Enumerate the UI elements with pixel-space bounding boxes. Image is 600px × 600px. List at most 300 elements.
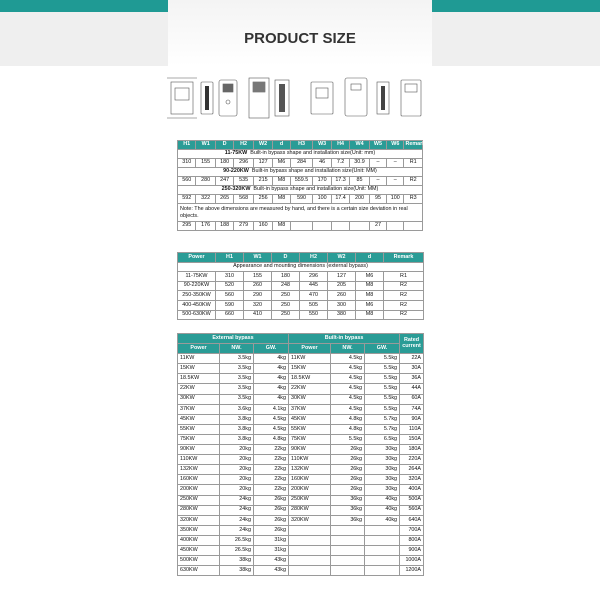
table-cell: 470 [300,291,328,301]
dimension-drawings [165,72,435,124]
table-cell: – [369,177,386,186]
header-cell: Remark [384,253,424,263]
table-cell: 220A [400,455,424,465]
table-cell: M8 [273,177,290,186]
table-cell: M6 [356,300,384,310]
table-cell: 75KW [178,434,220,444]
table-cell: 445 [300,281,328,291]
table-cell: 55KW [289,424,331,434]
table-cell: M8 [356,281,384,291]
table-cell: 800A [400,535,424,545]
table-cell: 4.5kg [331,394,365,404]
header-cell: NW. [220,344,254,354]
table-row [178,455,424,465]
table-row [178,525,424,535]
table-cell: 110A [400,424,424,434]
header-cell: GW. [365,344,400,354]
table-cell: 4.5kg [331,404,365,414]
table-cell: 3.6kg [220,404,254,414]
table-cell: 200KW [289,485,331,495]
table-row [178,485,424,495]
table-row [178,310,424,320]
table-cell: M8 [356,291,384,301]
table-cell: 250KW [289,495,331,505]
table-cell: 85 [350,177,370,186]
table-cell: 11KW [289,354,331,364]
table-cell: 30kg [365,455,400,465]
note-row [178,204,423,222]
table-cell: 90A [400,414,424,424]
header-cell: Power [178,253,216,263]
table-cell: 24kg [220,505,254,515]
header-cell: W2 [253,141,273,150]
accent-stripe-right [432,0,600,12]
table-cell: 176 [196,222,216,231]
header-cell: D [215,141,233,150]
table-cell: 132KW [178,465,220,475]
table-cell [289,556,331,566]
table-cell: 160 [253,222,273,231]
table-cell: 100 [313,195,331,204]
table-row [178,291,424,301]
table-cell [331,525,365,535]
table-cell [365,566,400,576]
header-cell: W3 [313,141,331,150]
table-cell: 18.5KW [289,374,331,384]
table-cell: 590 [216,300,244,310]
subtitle-power: 90-220KW [223,168,249,175]
section-subtitle-row [178,150,423,159]
table-cell [331,556,365,566]
table-cell: R2 [384,291,424,301]
table-cell: 200 [350,195,370,204]
group-header-builtin: Built-in bypass [289,334,400,344]
table-cell: 450KW [178,545,220,555]
table-cell: 310 [178,159,196,168]
table-cell: 4kg [254,354,289,364]
table-cell: 45KW [178,414,220,424]
table-cell: 27 [369,222,386,231]
table-cell: 322 [196,195,216,204]
table-cell [313,222,331,231]
weight-table-body [178,354,424,576]
table-cell: 18.5KW [178,374,220,384]
table-cell: 36kg [331,515,365,525]
table-cell: 550 [300,310,328,320]
header-cell: W6 [387,141,404,150]
table-cell: 205 [328,281,356,291]
table-cell: 37KW [178,404,220,414]
table-cell: 295 [178,222,196,231]
header-cell: W1 [244,253,272,263]
table-cell: 20kg [220,465,254,475]
table-cell: – [369,159,386,168]
table-cell: 320KW [178,515,220,525]
table-cell: R1 [384,272,424,282]
table-cell: 7.2 [331,159,349,168]
table-cell: 132KW [289,465,331,475]
table-cell: 110KW [289,455,331,465]
table-cell: 4kg [254,384,289,394]
table-row [178,495,424,505]
table-row [178,394,424,404]
table-cell: 4.8kg [254,434,289,444]
table-cell: 31kg [254,535,289,545]
table-cell: 26kg [331,485,365,495]
table-row [178,354,424,364]
external-bypass-dimensions-table [177,252,424,320]
table-caption: Appearance and mounting dimensions (external bypass) [178,262,424,272]
table-cell: 22kg [254,465,289,475]
table-cell: 22kg [254,475,289,485]
table-cell: 3.5kg [220,384,254,394]
table-cell: 4.5kg [331,364,365,374]
table-cell: 279 [234,222,254,231]
table-cell: 5.5kg [365,364,400,374]
header-cell: NW. [331,344,365,354]
table-cell: 188 [215,222,233,231]
table-cell: 22A [400,354,424,364]
table-cell: 36kg [331,505,365,515]
table-cell: 3.5kg [220,394,254,404]
table-cell: 26.5kg [220,535,254,545]
subtitle-power: 250-320KW [221,186,251,193]
section-subtitle-row [178,186,423,195]
table-row [178,535,424,545]
table-row [178,374,424,384]
subtitle-text: Built-in bypass shape and installation size(Unit: MM) [251,168,377,175]
table-cell: 260 [328,291,356,301]
table-cell: 40kg [365,505,400,515]
table-cell: 90KW [289,445,331,455]
table-cell: 24kg [220,495,254,505]
table-cell: 26kg [254,495,289,505]
table-cell: 4.5kg [331,374,365,384]
table-cell: 26kg [254,505,289,515]
table-cell: 22kg [254,455,289,465]
table-cell: 20kg [220,445,254,455]
page-title: PRODUCT SIZE [244,30,356,47]
table-cell: 900A [400,545,424,555]
table-row [178,515,424,525]
table-cell: 26.5kg [220,545,254,555]
header-cell: W2 [328,253,356,263]
table-row [178,465,424,475]
product-outline-drawings [165,72,435,124]
table-cell: 180 [215,159,233,168]
header-cell: Remark [404,141,423,150]
table-cell [331,566,365,576]
table-cell: 284 [290,159,313,168]
table-cell: 90-220KW [178,281,216,291]
table-cell: 36A [400,374,424,384]
header-cell: W5 [369,141,386,150]
table-cell: 250 [272,291,300,301]
header-cell: W1 [196,141,216,150]
table-cell: 170 [313,177,331,186]
table-cell: 520 [216,281,244,291]
table-cell: 90KW [178,445,220,455]
table-cell: 4kg [254,364,289,374]
table-cell: 26kg [331,475,365,485]
table-cell: 500-630KW [178,310,216,320]
table-cell: 24kg [220,525,254,535]
header-cell: d [273,141,290,150]
table-cell: 560A [400,505,424,515]
subtitle-text: Built-in bypass shape and installation size(Unit: MM) [253,186,379,193]
table-cell: 296 [234,159,254,168]
table-cell: 6.5kg [365,434,400,444]
table-cell: R2 [384,281,424,291]
table-cell: 1200A [400,566,424,576]
table-cell [365,535,400,545]
header-cell: D [272,253,300,263]
section-subtitle-row [178,168,423,177]
table-cell: 22KW [289,384,331,394]
table-cell: 4.5kg [331,354,365,364]
table-cell: 400-450KW [178,300,216,310]
table-cell: 5.5kg [365,374,400,384]
table-cell: 5.7kg [365,424,400,434]
table-cell: 380 [328,310,356,320]
table-cell: 4.1kg [254,404,289,414]
table-cell: 30kg [365,475,400,485]
table-cell: R2 [384,310,424,320]
table-cell: 110KW [178,455,220,465]
table-cell: 95 [369,195,386,204]
table-cell: – [387,159,404,168]
table-cell: 11KW [178,354,220,364]
table-header-row [178,141,423,150]
table-cell [404,222,423,231]
rated-current-header: Rated current [400,334,424,354]
table-cell: R1 [404,159,423,168]
table-row [178,404,424,414]
table-cell: R2 [384,300,424,310]
table-cell: 592 [178,195,196,204]
section-subtitle [178,150,423,159]
table-cell: 155 [196,159,216,168]
table-row [178,222,423,231]
table-cell: 280 [196,177,216,186]
table-cell [289,525,331,535]
table-cell: 30kg [365,445,400,455]
table-cell: 20kg [220,485,254,495]
table-cell: 74A [400,404,424,414]
header-cell: W4 [350,141,370,150]
table-cell: 700A [400,525,424,535]
table-cell: 3.8kg [220,414,254,424]
table-cell: 180 [272,272,300,282]
table-row [178,414,424,424]
table-cell: 248 [272,281,300,291]
table-cell [289,545,331,555]
table-cell: 30KW [178,394,220,404]
table-cell: 3.5kg [220,374,254,384]
table-cell: 100 [387,195,404,204]
table-row [178,195,423,204]
section-subtitle [178,186,423,195]
table-row [178,505,424,515]
table-cell: 300 [328,300,356,310]
table-cell: 215 [253,177,273,186]
table-cell: 30KW [289,394,331,404]
table-cell: 5.5kg [365,384,400,394]
header-cell: H3 [290,141,313,150]
table-cell: 31kg [254,545,289,555]
table-cell: 400A [400,485,424,495]
table-cell: 160KW [289,475,331,485]
header-cell: Power [178,344,220,354]
table-cell: 630KW [178,566,220,576]
table-row [178,424,424,434]
table-header-row [178,344,424,354]
table-cell [365,525,400,535]
table-cell: 46 [313,159,331,168]
table-cell: 150A [400,434,424,444]
table-cell: 40kg [365,495,400,505]
table-cell: 3.5kg [220,354,254,364]
table-row [178,475,424,485]
table-cell: 20kg [220,475,254,485]
table-cell: 320 [244,300,272,310]
table-cell: 250KW [178,495,220,505]
table-cell: 1000A [400,556,424,566]
header-cell: H2 [300,253,328,263]
table-cell: 320KW [289,515,331,525]
table-cell: – [387,177,404,186]
table-cell: 247 [215,177,233,186]
table-cell [290,222,313,231]
table-cell: 5.5kg [331,434,365,444]
table-cell: 30kg [365,465,400,475]
table-row [178,566,424,576]
table-row [178,300,424,310]
table-cell: 250-350KW [178,291,216,301]
table-cell: 320A [400,475,424,485]
group-header-external: External bypass [178,334,289,344]
table-cell: M6 [356,272,384,282]
header-cell: GW. [254,344,289,354]
table-cell: R2 [404,177,423,186]
table-cell: 290 [244,291,272,301]
table-cell: 410 [244,310,272,320]
table-cell: 256 [253,195,273,204]
table-cell: 160KW [178,475,220,485]
table-cell: 4kg [254,374,289,384]
group-header-row [178,334,424,344]
table-cell: 296 [300,272,328,282]
table-cell: 45KW [289,414,331,424]
table-cell: 40kg [365,515,400,525]
table-cell: 3.8kg [220,424,254,434]
table-cell: 5.7kg [365,414,400,424]
table-cell: 535 [234,177,254,186]
table-cell [331,535,365,545]
table-row [178,556,424,566]
table-cell: 5.5kg [365,354,400,364]
table-cell [289,535,331,545]
subtitle-text: Built-in bypass shape and installation size(Unit: mm) [250,150,376,157]
table-cell: 22KW [178,384,220,394]
table-cell: 260 [244,281,272,291]
table-cell: 4.5kg [254,424,289,434]
table-cell: M8 [273,195,290,204]
accent-stripe-left [0,0,168,12]
table-cell: 4.8kg [331,424,365,434]
table-cell: 568 [234,195,254,204]
table-cell: 36kg [331,495,365,505]
table-cell: 559.5 [290,177,313,186]
table-cell: 505 [300,300,328,310]
table-cell: 250 [272,310,300,320]
table-cell: 17.4 [331,195,349,204]
table-cell: 560 [216,291,244,301]
table-cell: 5.5kg [365,404,400,414]
table-cell: 24kg [220,515,254,525]
table-cell: 15KW [178,364,220,374]
table-cell [387,222,404,231]
header-cell: H4 [331,141,349,150]
table-cell: 500KW [178,556,220,566]
section-subtitle [178,168,423,177]
table-cell: 590 [290,195,313,204]
table-row [178,177,423,186]
table-row [178,545,424,555]
table-cell: 127 [253,159,273,168]
table-cell: 20kg [220,455,254,465]
installation-size-table [177,140,426,231]
subtitle-power: 11-75KW [224,150,248,157]
header-cell: H1 [216,253,244,263]
note-text: Note: The above dimensions are measured by hand, and there is a certain size deviation in real objects. [178,204,423,222]
table-cell: 26kg [254,515,289,525]
table-cell: 37KW [289,404,331,414]
table-cell: 26kg [254,525,289,535]
table-cell: 22kg [254,445,289,455]
table-cell: 11-75KW [178,272,216,282]
table-cell [365,556,400,566]
table-cell [289,566,331,576]
table-cell: 280KW [289,505,331,515]
table-cell: 38kg [220,566,254,576]
header-cell: H1 [178,141,196,150]
table-cell: M8 [356,310,384,320]
table-cell: 4kg [254,394,289,404]
table-cell: 265 [215,195,233,204]
table-cell: 26kg [331,445,365,455]
table-cell: 264A [400,465,424,475]
table-header-row [178,253,424,263]
table-row [178,272,424,282]
table-cell: 640A [400,515,424,525]
table-cell: 30kg [365,485,400,495]
table-cell: 200KW [178,485,220,495]
table-cell: 4.5kg [331,384,365,394]
table-cell: 60A [400,394,424,404]
table-cell: M6 [273,159,290,168]
table-cell: 250 [272,300,300,310]
table-cell: 30.9 [350,159,370,168]
table-row [178,384,424,394]
table-cell [331,222,349,231]
table-cell: 4.8kg [331,414,365,424]
table-cell: 26kg [331,465,365,475]
table-cell: 180A [400,445,424,455]
table-cell: 43kg [254,566,289,576]
table-cell: 560 [178,177,196,186]
table-cell: 38kg [220,556,254,566]
